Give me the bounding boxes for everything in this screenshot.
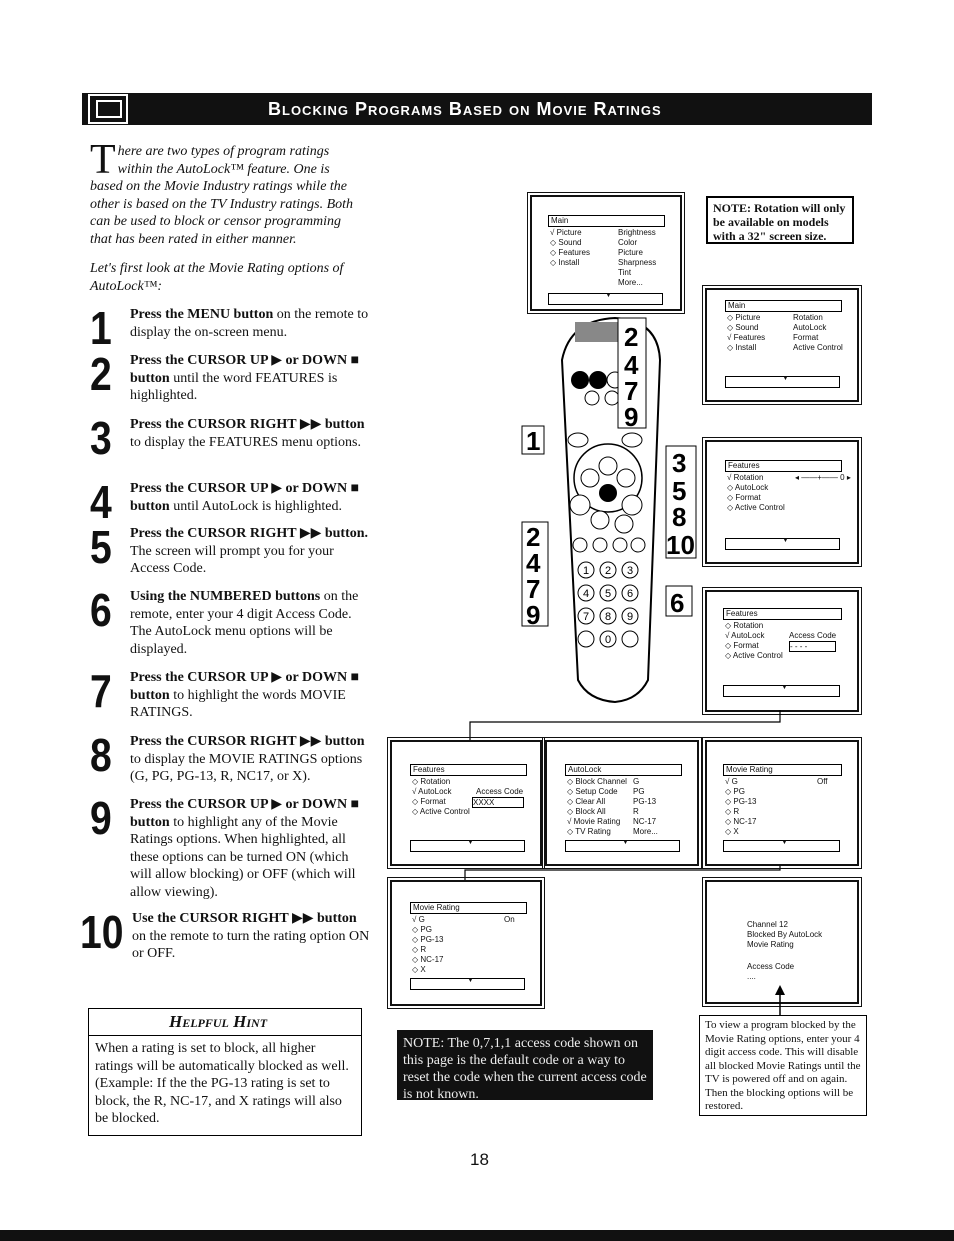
step-number: 1 (90, 302, 112, 354)
osd-menu-bar: Features (410, 764, 527, 776)
svg-text:7: 7 (582, 611, 590, 623)
osd-item: .... (747, 972, 756, 981)
step-number: 6 (90, 584, 112, 636)
remote-button (593, 538, 607, 552)
osd-value: Format (793, 333, 819, 342)
title-banner (82, 93, 872, 125)
step-number: 7 (90, 665, 112, 717)
cursor-up-button (599, 457, 617, 475)
svg-text:2: 2 (604, 565, 612, 577)
svg-text:3: 3 (626, 565, 634, 577)
osd-value: Color (618, 238, 638, 247)
osd-bottom-bar (410, 978, 525, 990)
remote-button (571, 371, 589, 389)
step-number: 2 (90, 348, 112, 400)
access-code-field: XXXX (472, 797, 524, 808)
step-text: Press the CURSOR RIGHT ▶▶ button. The screen will prompt you for your Access Code. (130, 526, 369, 576)
osd-value: Tint (618, 268, 632, 277)
osd-item: ◇ TV Rating (567, 827, 611, 836)
note-access-code: NOTE: The 0,7,1,1 access code shown on this page is the default code or a way to reset the code when the current access code is not known. (397, 1030, 653, 1100)
osd-value: PG (633, 787, 645, 796)
osd-item: ◇ Clear All (567, 797, 606, 806)
osd-item: ◇ Install (727, 343, 757, 352)
intro-second: Let's first look at the Movie Rating options of AutoLock™: (90, 261, 344, 294)
svg-text:0: 0 (604, 634, 612, 646)
osd-value: Access Code (789, 631, 837, 640)
callout-label: 7 (624, 376, 639, 406)
osd-bottom-bar (725, 538, 840, 550)
osd-item: ◇ Format (725, 641, 759, 650)
osd-bottom-bar (565, 840, 680, 852)
osd-bottom-bar (723, 840, 840, 852)
step-text: Press the MENU button on the remote to display the on-screen menu. (130, 307, 369, 340)
intro-paragraph (90, 137, 365, 248)
osd-item: ◇ Block All (567, 807, 606, 816)
osd-item: ◇ PG-13 (725, 797, 757, 806)
callout-label: 9 (526, 600, 541, 630)
step-text: Press the CURSOR UP ▶ or DOWN ■ button until the word FEATURES is highlighted. (130, 353, 360, 403)
osd-item: √ Picture (550, 228, 582, 237)
osd-item: Movie Rating (747, 940, 794, 949)
step-3 (90, 412, 370, 464)
hint-body: When a rating is set to block, all higher ratings will be automatically blocked as well. (Example: If the the PG-13 rating is set to block, the R, NC-17, and X ratings will also be blocked. (95, 1041, 349, 1126)
osd-item: ◇ NC-17 (725, 817, 757, 826)
osd-item: ◇ Sound (550, 238, 582, 247)
step-2 (90, 348, 370, 405)
osd-item: ◇ R (412, 945, 427, 954)
callout-label: 6 (670, 588, 685, 618)
remote-button (631, 538, 645, 552)
osd-item: ◇ Setup Code (567, 787, 618, 796)
svg-text:4: 4 (582, 588, 590, 600)
footer-bar (0, 1230, 954, 1241)
osd-item: ◇ R (725, 807, 740, 816)
step-5 (90, 521, 370, 578)
osd-item: ◇ PG-13 (412, 935, 444, 944)
osd-item: ◇ Rotation (412, 777, 451, 786)
osd-value: G (633, 777, 640, 786)
svg-text:5: 5 (604, 588, 612, 600)
step-text: Using the NUMBERED buttons on the remote, enter your 4 digit Access Code. The AutoLock menu options will be displayed. (130, 589, 359, 657)
osd-value: AutoLock (793, 323, 827, 332)
osd-bottom-bar (410, 840, 525, 852)
note-blocked-program: To view a program blocked by the Movie Rating options, enter your 4 digit access code. This will disable all blocked Movie Ratings until the TV is powered off and on again. Then the blocking options will be restored. (699, 1015, 867, 1116)
osd-item: ◇ Rotation (725, 621, 764, 630)
step-text: Press the CURSOR UP ▶ or DOWN ■ button to highlight the words MOVIE RATINGS. (130, 670, 360, 720)
callout-label: 9 (624, 402, 639, 432)
callout-label: 2 (526, 522, 541, 552)
remote-button (605, 391, 619, 405)
page-title: Blocking Programs Based on Movie Ratings (268, 98, 662, 119)
osd-value: Access Code (476, 787, 524, 796)
svg-text:9: 9 (626, 611, 634, 623)
step-10 (80, 906, 370, 963)
callout-label: 5 (672, 476, 687, 506)
osd-bottom-bar (723, 685, 840, 697)
osd-item: ◇ Features (550, 248, 590, 257)
osd-value: On (504, 915, 515, 924)
callout-label: 8 (672, 502, 687, 532)
osd-item: ◇ Block Channel (567, 777, 627, 786)
osd-item: √ Rotation (727, 473, 764, 482)
callout-label: 4 (624, 350, 639, 380)
osd-item: √ AutoLock (412, 787, 452, 796)
step-text: Press the CURSOR UP ▶ or DOWN ■ button to highlight any of the Movie Ratings options. When highlighted, all these options can be turned ON (which will allow blocking) or OFF (which will allow viewing). (130, 797, 360, 900)
remote-button (573, 538, 587, 552)
osd-item: ◇ Install (550, 258, 580, 267)
cursor-right-button (617, 469, 635, 487)
remote-button (615, 515, 633, 533)
step-number: 3 (90, 412, 112, 464)
osd-value: Active Control (793, 343, 843, 352)
osd-value: Brightness (618, 228, 656, 237)
svg-text:1: 1 (582, 565, 590, 577)
hint-title: Helpful Hint (89, 1009, 361, 1036)
remote-button (613, 538, 627, 552)
callout-label: 7 (526, 574, 541, 604)
osd-menu-bar: Features (725, 460, 842, 472)
osd-item: ◇ Sound (727, 323, 759, 332)
osd-menu-bar: Main (725, 300, 842, 312)
osd-menu-bar: Movie Rating (410, 902, 527, 914)
osd-item: ◇ PG (725, 787, 745, 796)
access-code-field: - - - - (789, 641, 836, 652)
callout-label: 4 (526, 548, 541, 578)
menu-button (568, 433, 588, 447)
osd-screen-main-features (705, 288, 859, 402)
osd-item: ◇ AutoLock (727, 483, 769, 492)
osd-menu-bar: Movie Rating (723, 764, 842, 776)
remote-button (585, 391, 599, 405)
osd-item: √ G (725, 777, 738, 786)
volume-minus-button (570, 495, 590, 515)
step-9 (90, 792, 370, 901)
osd-item: ◇ Active Control (412, 807, 470, 816)
osd-item: ◇ X (412, 965, 426, 974)
remote-control-illustration (520, 300, 700, 710)
step-7 (90, 665, 370, 722)
step-number: 9 (90, 792, 112, 844)
osd-item: ◇ X (725, 827, 739, 836)
step-4 (90, 476, 370, 528)
callout-label: 1 (526, 426, 541, 456)
remote-button (589, 371, 607, 389)
osd-value: Off (817, 777, 828, 786)
svg-text:6: 6 (626, 588, 634, 600)
osd-screen-features-rotation (705, 440, 859, 564)
osd-value: PG-13 (633, 797, 657, 806)
remote-button (591, 511, 609, 529)
step-6 (90, 584, 370, 658)
osd-screen-movie-rating-off (705, 740, 859, 866)
osd-item: √ G (412, 915, 425, 924)
step-text: Press the CURSOR RIGHT ▶▶ button to display the FEATURES menu options. (130, 417, 365, 450)
osd-item: ◇ PG (412, 925, 432, 934)
drop-cap: T (90, 137, 116, 183)
volume-plus-button (622, 495, 642, 515)
osd-item: √ Movie Rating (567, 817, 621, 826)
step-number: 10 (80, 906, 124, 958)
osd-item: ◇ Format (727, 493, 761, 502)
cursor-left-button (581, 469, 599, 487)
osd-value: Rotation (793, 313, 823, 322)
intro-text: here are two types of program ratings within the AutoLock™ feature. One is based on the Movie Industry ratings while the other is based on the TV Industry ratings. Both can be used to block or censor programming that has been rated in either manner. (90, 144, 354, 247)
callout-label: 3 (672, 448, 687, 478)
page-number: 18 (470, 1150, 489, 1169)
tv-blocking-icon (88, 94, 128, 124)
step-number: 8 (90, 729, 112, 781)
osd-item: Access Code (747, 962, 795, 971)
osd-menu-bar: Main (548, 215, 665, 227)
osd-item: ◇ Active Control (725, 651, 783, 660)
osd-screen-autolock-code-entered (390, 740, 542, 866)
step-number: 5 (90, 521, 112, 573)
step-text: Use the CURSOR RIGHT ▶▶ button on the remote to turn the rating option ON or OFF. (132, 911, 370, 961)
step-text: Press the CURSOR UP ▶ or DOWN ■ button until AutoLock is highlighted. (130, 481, 360, 514)
callout-label: 2 (624, 322, 639, 352)
osd-item: ◇ Format (412, 797, 446, 806)
remote-button (622, 433, 642, 447)
step-1 (90, 302, 370, 354)
pointer-arrow (770, 985, 790, 1015)
osd-value: More... (633, 827, 658, 836)
osd-value: NC-17 (633, 817, 657, 826)
note-rotation: NOTE: Rotation will only be available on models with a 32" screen size. (706, 196, 854, 244)
osd-item: √ AutoLock (725, 631, 765, 640)
cursor-down-button (599, 484, 617, 502)
osd-value: More... (618, 278, 643, 287)
step-text: Press the CURSOR RIGHT ▶▶ button to display the MOVIE RATINGS options (G, PG, PG-13, R, NC17, or X). (130, 734, 365, 784)
osd-screen-movie-rating-on (390, 880, 542, 1006)
osd-value: Sharpness (618, 258, 657, 267)
osd-value: Picture (618, 248, 643, 257)
osd-item: ◇ Picture (727, 313, 761, 322)
osd-item: Channel 12 (747, 920, 788, 929)
osd-item: √ Features (727, 333, 766, 342)
step-number: 4 (90, 476, 112, 528)
svg-text:8: 8 (604, 611, 612, 623)
osd-value: R (633, 807, 639, 816)
osd-menu-bar: Features (723, 608, 842, 620)
osd-screen-autolock-code (705, 590, 859, 712)
osd-item: ◇ NC-17 (412, 955, 444, 964)
helpful-hint-box (88, 1008, 362, 1136)
osd-bottom-bar (725, 376, 840, 388)
rotation-slider: ◂ ——+—— 0 ▸ (795, 473, 851, 482)
osd-screen-autolock (545, 740, 699, 866)
osd-menu-bar: AutoLock (565, 764, 682, 776)
osd-item: ◇ Active Control (727, 503, 785, 512)
osd-item: Blocked By AutoLock (747, 930, 823, 939)
osd-screen-main (530, 195, 682, 311)
step-8 (90, 729, 370, 786)
callout-label: 10 (666, 530, 695, 560)
